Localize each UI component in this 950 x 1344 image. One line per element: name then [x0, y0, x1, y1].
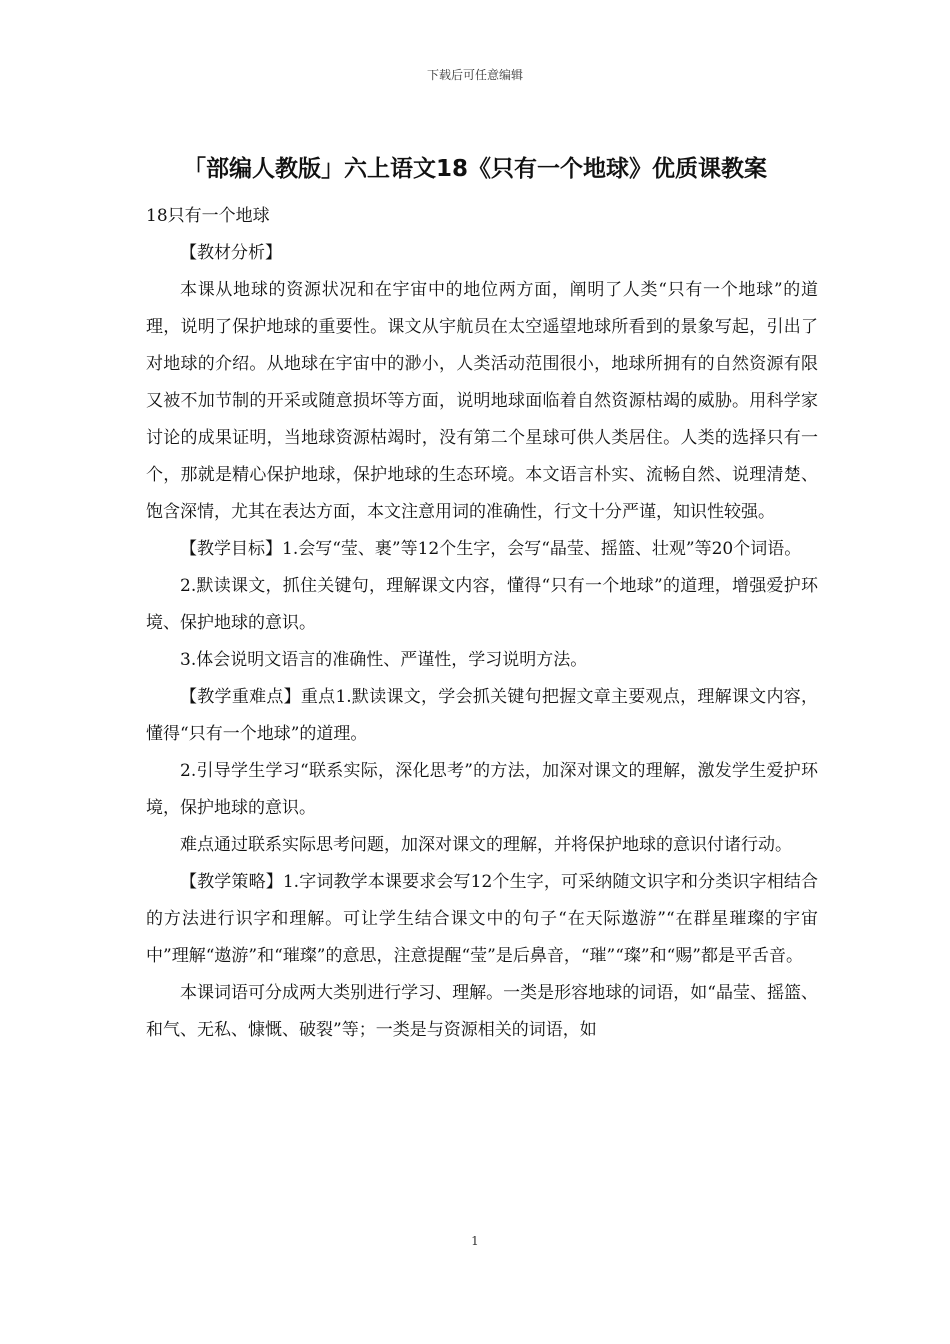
page-header-note: 下载后可任意编辑 — [426, 68, 523, 82]
paragraph-goal-3: 3.体会说明文语言的准确性、严谨性，学习说明方法。 — [180, 650, 588, 670]
document-body — [146, 198, 818, 1049]
paragraph-goal-2: 2.默读课文，抓住关键句，理解课文内容，懂得“只有一个地球”的道理，增强爱护环境、保护地球的意识。 — [146, 576, 818, 633]
document-title: 「部编人教版」六上语文18《只有一个地球》优质课教案 — [182, 156, 767, 182]
paragraph-teaching-strategy: 【教学策略】1.字词教学本课要求会写12个生字，可采纳随文识字和分类识字相结合的方法进行识字和理解。可让学生结合课文中的句子“在天际遨游”“在群星璀璨的宇宙中”理解“遨游”和“璀璨”的意思，注意提醒“莹”是后鼻音，“璀”“璨”和“赐”都是平舌音。 — [146, 872, 818, 966]
paragraph-textbook-analysis: 本课从地球的资源状况和在宇宙中的地位两方面，阐明了人类“只有一个地球”的道理，说明了保护地球的重要性。课文从宇航员在太空遥望地球所看到的景象写起，引出了对地球的介绍。从地球在宇宙中的渺小，人类活动范围很小，地球所拥有的自然资源有限又被不加节制的开采或随意损坏等方面，说明地球面临着自然资源枯竭的威胁。用科学家讨论的成果证明，当地球资源枯竭时，没有第二个星球可供人类居住。人类的选择只有一个，那就是精心保护地球，保护地球的生态环境。本文语言朴实、流畅自然、说理清楚、饱含深情，尤其在表达方面，本文注意用词的准确性，行文十分严谨，知识性较强。 — [146, 280, 818, 522]
section-heading-textbook-analysis: 【教材分析】 — [180, 243, 282, 263]
paragraph-difficulty: 难点通过联系实际思考问题，加深对课文的理解，并将保护地球的意识付诸行动。 — [180, 835, 792, 855]
paragraph-key-points: 【教学重难点】重点1.默读课文，学会抓关键句把握文章主要观点，理解课文内容，懂得“只有一个地球”的道理。 — [146, 687, 818, 744]
paragraph-teaching-goals: 【教学目标】1.会写“莹、裹”等12个生字，会写“晶莹、摇篮、壮观”等20个词语。 — [180, 539, 802, 559]
paragraph-key-point-2: 2.引导学生学习“联系实际，深化思考”的方法，加深对课文的理解，激发学生爱护环境，保护地球的意识。 — [146, 761, 818, 818]
page-number: 1 — [471, 1234, 479, 1248]
paragraph-vocabulary: 本课词语可分成两大类别进行学习、理解。一类是形容地球的词语，如“晶莹、摇篮、和气、无私、慷慨、破裂”等；一类是与资源相关的词语，如 — [146, 983, 818, 1040]
lesson-subtitle: 18只有一个地球 — [146, 206, 270, 226]
